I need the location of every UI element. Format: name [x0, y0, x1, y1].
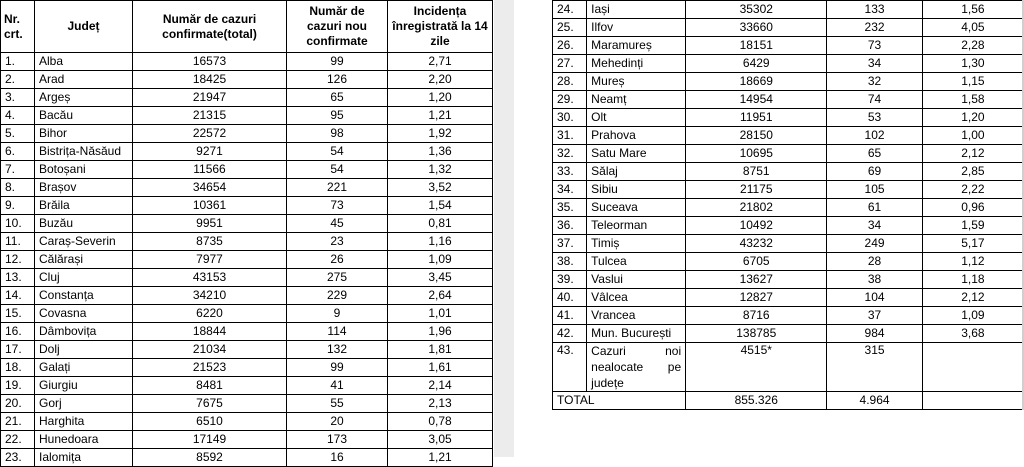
cell-total: 13627 — [686, 271, 827, 289]
table-row — [553, 199, 1024, 217]
cell-new: 34 — [827, 55, 922, 73]
cell-incidence: 2,64 — [388, 287, 493, 305]
cases-table-left — [0, 0, 493, 467]
page-gap — [494, 0, 514, 457]
cell-incidence: 1,15 — [922, 73, 1023, 91]
cell-total: 9271 — [133, 143, 287, 161]
cell-total: 18151 — [686, 37, 827, 55]
cell-nr: 26. — [553, 37, 587, 55]
cell-judet: Cluj — [35, 269, 133, 287]
cell-incidence: 5,17 — [922, 235, 1023, 253]
table-row — [1, 107, 493, 125]
cell-nr: 20. — [1, 395, 35, 413]
cell-nr: 38. — [553, 253, 587, 271]
cell-new: 34 — [827, 217, 922, 235]
cell-judet: Dâmbovița — [35, 323, 133, 341]
total-row — [553, 392, 1024, 410]
table-row — [1, 251, 493, 269]
cell-judet: Brăila — [35, 197, 133, 215]
cell-incidence: 1,59 — [922, 217, 1023, 235]
cell-judet: Argeș — [35, 89, 133, 107]
cell-judet: Buzău — [35, 215, 133, 233]
table-row — [1, 179, 493, 197]
cell-nr: 13. — [1, 269, 35, 287]
table-row — [553, 145, 1024, 163]
cell-new: 65 — [827, 145, 922, 163]
cell-total: 4515* — [686, 343, 827, 392]
table-row — [1, 449, 493, 467]
cell-total: 18844 — [133, 323, 287, 341]
header-incidence: Incidența înregistrată la 14 zile — [388, 1, 493, 53]
cell-new: 37 — [827, 307, 922, 325]
cell-judet: Iași — [587, 1, 686, 19]
cell-nr: 22. — [1, 431, 35, 449]
cell-nr: 14. — [1, 287, 35, 305]
cell-nr: 3. — [1, 89, 35, 107]
cell-new: 99 — [287, 53, 388, 71]
cell-incidence: 3,68 — [922, 325, 1023, 343]
cases-table-right — [552, 0, 1024, 410]
cell-new: 232 — [827, 19, 922, 37]
cell-judet: Gorj — [35, 395, 133, 413]
cell-new: 173 — [287, 431, 388, 449]
table-row — [553, 1, 1024, 19]
cell-total: 17149 — [133, 431, 287, 449]
cell-total: 11951 — [686, 109, 827, 127]
cell-incidence: 2,28 — [922, 37, 1023, 55]
cell-new: 95 — [287, 107, 388, 125]
cell-total: 21802 — [686, 199, 827, 217]
cell-total: 33660 — [686, 19, 827, 37]
cell-judet: Sibiu — [587, 181, 686, 199]
cell-judet: Alba — [35, 53, 133, 71]
cell-nr: 37. — [553, 235, 587, 253]
cell-new: 9 — [287, 305, 388, 323]
table-row — [1, 377, 493, 395]
cell-nr: 21. — [1, 413, 35, 431]
cell-judet: Sălaj — [587, 163, 686, 181]
cell-judet: Tulcea — [587, 253, 686, 271]
cell-incidence: 1,09 — [922, 307, 1023, 325]
cell-new: 69 — [827, 163, 922, 181]
cell-judet: Călărași — [35, 251, 133, 269]
cell-new: 65 — [287, 89, 388, 107]
table-row — [1, 323, 493, 341]
table-row — [1, 71, 493, 89]
cell-nr: 42. — [553, 325, 587, 343]
table-row — [553, 127, 1024, 145]
cell-incidence: 1,12 — [922, 253, 1023, 271]
table-row — [1, 53, 493, 71]
document-page-left — [0, 0, 494, 464]
table-row — [553, 325, 1024, 343]
cell-incidence: 1,58 — [922, 91, 1023, 109]
cell-total: 16573 — [133, 53, 287, 71]
cell-total: 12827 — [686, 289, 827, 307]
cell-incidence: 1,18 — [922, 271, 1023, 289]
total-incidence — [922, 392, 1023, 410]
cell-incidence: 1,20 — [388, 89, 493, 107]
cell-nr: 31. — [553, 127, 587, 145]
cell-judet: Brașov — [35, 179, 133, 197]
table-row — [1, 341, 493, 359]
cell-total: 21034 — [133, 341, 287, 359]
cell-judet: Vrancea — [587, 307, 686, 325]
table-row — [1, 89, 493, 107]
cell-incidence: 2,20 — [388, 71, 493, 89]
total-label: TOTAL — [553, 392, 686, 410]
cell-total: 35302 — [686, 1, 827, 19]
unallocated-row — [553, 343, 1024, 392]
document-page-right — [514, 0, 1024, 457]
table-row — [1, 395, 493, 413]
cell-incidence: 0,96 — [922, 199, 1023, 217]
table-row — [553, 181, 1024, 199]
cell-new: 73 — [287, 197, 388, 215]
cell-total: 43153 — [133, 269, 287, 287]
cell-incidence: 3,52 — [388, 179, 493, 197]
table-row — [1, 287, 493, 305]
table-row — [1, 197, 493, 215]
cell-total: 9951 — [133, 215, 287, 233]
cell-total: 21947 — [133, 89, 287, 107]
cell-new: 16 — [287, 449, 388, 467]
cell-nr: 15. — [1, 305, 35, 323]
table-row — [1, 413, 493, 431]
cell-nr: 29. — [553, 91, 587, 109]
cell-new: 315 — [827, 343, 922, 392]
cell-judet: Ilfov — [587, 19, 686, 37]
cell-total: 6220 — [133, 305, 287, 323]
cell-judet: Olt — [587, 109, 686, 127]
cell-new: 61 — [827, 199, 922, 217]
table-row — [553, 163, 1024, 181]
cell-nr: 1. — [1, 53, 35, 71]
cell-judet: Ialomița — [35, 449, 133, 467]
table-row — [553, 109, 1024, 127]
cell-nr: 8. — [1, 179, 35, 197]
table-row — [553, 289, 1024, 307]
cell-total: 21523 — [133, 359, 287, 377]
cell-judet: Maramureș — [587, 37, 686, 55]
cell-new: 114 — [287, 323, 388, 341]
cell-incidence: 1,01 — [388, 305, 493, 323]
cell-new: 221 — [287, 179, 388, 197]
table-row — [1, 305, 493, 323]
table-row — [1, 431, 493, 449]
cell-nr: 40. — [553, 289, 587, 307]
table-row — [553, 19, 1024, 37]
header-total-cases: Număr de cazuri confirmate(total) — [133, 1, 287, 53]
cell-total: 138785 — [686, 325, 827, 343]
cell-incidence: 1,96 — [388, 323, 493, 341]
cell-nr: 33. — [553, 163, 587, 181]
cell-nr: 7. — [1, 161, 35, 179]
cell-total: 7675 — [133, 395, 287, 413]
cell-nr: 35. — [553, 199, 587, 217]
cell-judet: Vâlcea — [587, 289, 686, 307]
cell-incidence: 1,30 — [922, 55, 1023, 73]
table-row — [553, 271, 1024, 289]
cell-nr: 11. — [1, 233, 35, 251]
table-row — [1, 269, 493, 287]
cell-total: 7977 — [133, 251, 287, 269]
table-row — [553, 217, 1024, 235]
cell-total: 22572 — [133, 125, 287, 143]
cell-new: 126 — [287, 71, 388, 89]
cell-new: 53 — [827, 109, 922, 127]
cell-incidence: 1,00 — [922, 127, 1023, 145]
cell-nr: 6. — [1, 143, 35, 161]
cell-incidence: 2,14 — [388, 377, 493, 395]
cell-incidence: 1,20 — [922, 109, 1023, 127]
cell-total: 34654 — [133, 179, 287, 197]
cell-nr: 39. — [553, 271, 587, 289]
cell-total: 8481 — [133, 377, 287, 395]
cell-nr: 9. — [1, 197, 35, 215]
cell-new: 54 — [287, 161, 388, 179]
cell-incidence: 2,85 — [922, 163, 1023, 181]
cell-incidence: 2,71 — [388, 53, 493, 71]
cell-total: 18669 — [686, 73, 827, 91]
total-new-cases: 4.964 — [827, 392, 922, 410]
cell-new: 38 — [827, 271, 922, 289]
cell-incidence: 1,21 — [388, 449, 493, 467]
cell-nr: 27. — [553, 55, 587, 73]
cell-total: 34210 — [133, 287, 287, 305]
table-row — [553, 307, 1024, 325]
cell-judet: Caraș-Severin — [35, 233, 133, 251]
cell-incidence: 0,78 — [388, 413, 493, 431]
cell-nr: 2. — [1, 71, 35, 89]
cell-judet: Arad — [35, 71, 133, 89]
cell-nr: 28. — [553, 73, 587, 91]
table-header-row — [1, 1, 493, 53]
cell-judet: Dolj — [35, 341, 133, 359]
cell-nr: 10. — [1, 215, 35, 233]
cell-incidence: 3,45 — [388, 269, 493, 287]
cell-judet: Prahova — [587, 127, 686, 145]
cell-judet: Harghita — [35, 413, 133, 431]
table-row — [1, 161, 493, 179]
cell-new: 26 — [287, 251, 388, 269]
cell-new: 249 — [827, 235, 922, 253]
cell-nr: 17. — [1, 341, 35, 359]
cell-judet: Cazuri noi nealocate pe județe — [587, 343, 686, 392]
cell-total: 21175 — [686, 181, 827, 199]
cell-new: 98 — [287, 125, 388, 143]
cell-total: 8716 — [686, 307, 827, 325]
cell-judet: Mun. București — [587, 325, 686, 343]
cell-new: 984 — [827, 325, 922, 343]
cell-nr: 36. — [553, 217, 587, 235]
cell-judet: Mureș — [587, 73, 686, 91]
cell-nr: 30. — [553, 109, 587, 127]
cell-new: 20 — [287, 413, 388, 431]
cell-incidence: 1,36 — [388, 143, 493, 161]
cell-incidence — [922, 343, 1023, 392]
cell-new: 73 — [827, 37, 922, 55]
cell-new: 28 — [827, 253, 922, 271]
cell-new: 102 — [827, 127, 922, 145]
cell-nr: 24. — [553, 1, 587, 19]
cell-nr: 34. — [553, 181, 587, 199]
cell-incidence: 2,13 — [388, 395, 493, 413]
cell-total: 28150 — [686, 127, 827, 145]
table-row — [553, 37, 1024, 55]
cell-judet: Teleorman — [587, 217, 686, 235]
cell-incidence: 1,81 — [388, 341, 493, 359]
cell-incidence: 1,21 — [388, 107, 493, 125]
table-row — [1, 233, 493, 251]
cell-incidence: 1,92 — [388, 125, 493, 143]
cell-total: 8735 — [133, 233, 287, 251]
cell-incidence: 1,09 — [388, 251, 493, 269]
cell-judet: Botoșani — [35, 161, 133, 179]
table-row — [553, 253, 1024, 271]
cell-incidence: 0,81 — [388, 215, 493, 233]
cell-judet: Suceava — [587, 199, 686, 217]
total-cases: 855.326 — [686, 392, 827, 410]
cell-judet: Covasna — [35, 305, 133, 323]
cell-new: 54 — [287, 143, 388, 161]
cell-nr: 23. — [1, 449, 35, 467]
cell-judet: Bihor — [35, 125, 133, 143]
cell-total: 8592 — [133, 449, 287, 467]
cell-incidence: 1,61 — [388, 359, 493, 377]
cell-new: 32 — [827, 73, 922, 91]
cell-total: 14954 — [686, 91, 827, 109]
table-row — [553, 91, 1024, 109]
cell-new: 55 — [287, 395, 388, 413]
cell-nr: 12. — [1, 251, 35, 269]
cell-total: 43232 — [686, 235, 827, 253]
cell-nr: 18. — [1, 359, 35, 377]
cell-incidence: 4,05 — [922, 19, 1023, 37]
cell-nr: 41. — [553, 307, 587, 325]
cell-incidence: 1,16 — [388, 233, 493, 251]
cell-nr: 5. — [1, 125, 35, 143]
cell-total: 10695 — [686, 145, 827, 163]
cell-new: 45 — [287, 215, 388, 233]
cell-total: 10361 — [133, 197, 287, 215]
cell-judet: Hunedoara — [35, 431, 133, 449]
cell-new: 99 — [287, 359, 388, 377]
cell-judet: Constanța — [35, 287, 133, 305]
cell-new: 229 — [287, 287, 388, 305]
cell-total: 21315 — [133, 107, 287, 125]
cell-total: 11566 — [133, 161, 287, 179]
table-row — [1, 359, 493, 377]
cell-total: 8751 — [686, 163, 827, 181]
cell-new: 275 — [287, 269, 388, 287]
cell-total: 10492 — [686, 217, 827, 235]
cell-total: 18425 — [133, 71, 287, 89]
cell-judet: Giurgiu — [35, 377, 133, 395]
cell-judet: Timiș — [587, 235, 686, 253]
cell-incidence: 1,32 — [388, 161, 493, 179]
cell-new: 41 — [287, 377, 388, 395]
table-row — [553, 55, 1024, 73]
table-row — [1, 215, 493, 233]
cell-judet: Mehedinți — [587, 55, 686, 73]
cell-nr: 32. — [553, 145, 587, 163]
cell-nr: 43. — [553, 343, 587, 392]
cell-incidence: 1,56 — [922, 1, 1023, 19]
cell-judet: Satu Mare — [587, 145, 686, 163]
cell-new: 74 — [827, 91, 922, 109]
cell-nr: 25. — [553, 19, 587, 37]
cell-incidence: 2,12 — [922, 289, 1023, 307]
header-judet: Județ — [35, 1, 133, 53]
cell-nr: 4. — [1, 107, 35, 125]
cell-incidence: 1,54 — [388, 197, 493, 215]
cell-new: 132 — [287, 341, 388, 359]
table-row — [553, 235, 1024, 253]
cell-judet: Bacău — [35, 107, 133, 125]
cell-new: 104 — [827, 289, 922, 307]
cell-judet: Neamț — [587, 91, 686, 109]
table-row — [1, 125, 493, 143]
cell-incidence: 3,05 — [388, 431, 493, 449]
table-row — [1, 143, 493, 161]
cell-judet: Vaslui — [587, 271, 686, 289]
cell-total: 6429 — [686, 55, 827, 73]
header-nr-crt: Nr. crt. — [1, 1, 35, 53]
cell-total: 6510 — [133, 413, 287, 431]
cell-judet: Bistrița-Năsăud — [35, 143, 133, 161]
cell-incidence: 2,22 — [922, 181, 1023, 199]
cell-judet: Galați — [35, 359, 133, 377]
cell-nr: 19. — [1, 377, 35, 395]
cell-total: 6705 — [686, 253, 827, 271]
header-new-cases: Număr de cazuri nou confirmate — [287, 1, 388, 53]
cell-new: 133 — [827, 1, 922, 19]
table-row — [553, 73, 1024, 91]
cell-new: 23 — [287, 233, 388, 251]
cell-new: 105 — [827, 181, 922, 199]
cell-incidence: 2,12 — [922, 145, 1023, 163]
cell-nr: 16. — [1, 323, 35, 341]
